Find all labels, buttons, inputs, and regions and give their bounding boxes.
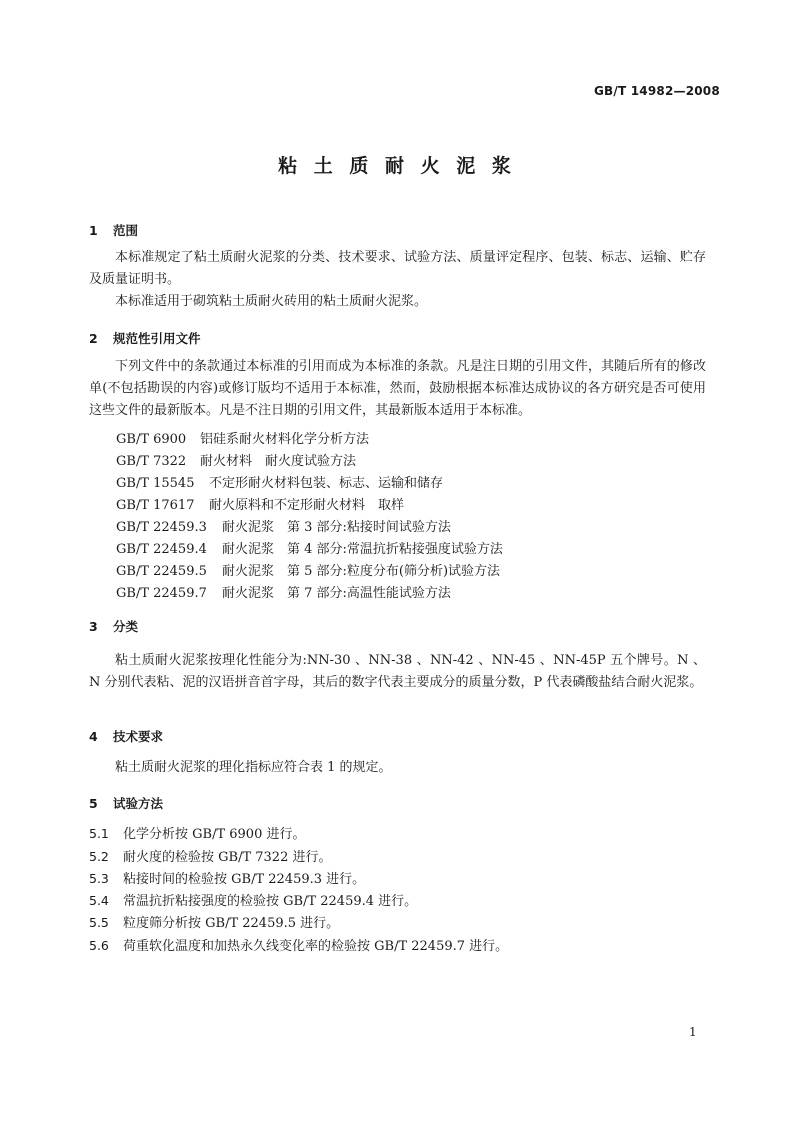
- clause-text: 化学分析按 GB/T 6900 进行。: [123, 827, 306, 842]
- section-heading-classification: [89, 617, 138, 635]
- reference-code: GB/T 22459.5: [116, 564, 207, 579]
- section-heading-scope: [89, 221, 138, 239]
- page-number: 1: [689, 1025, 697, 1039]
- test-method-item: [89, 846, 331, 865]
- reference-title: 耐火材料 耐火度试验方法: [200, 454, 357, 469]
- reference-item: [116, 472, 443, 491]
- scope-applicability-paragraph: 本标准适用于砌筑粘土质耐火砖用的粘土质耐火泥浆。: [115, 294, 428, 309]
- clause-text: 粘接时间的检验按 GB/T 22459.3 进行。: [123, 872, 366, 887]
- section-title: 范围: [113, 223, 139, 238]
- test-method-item: [89, 912, 339, 931]
- test-method-item: [89, 868, 365, 887]
- clause-number: 5.6: [89, 938, 109, 953]
- technical-requirements-paragraph: 粘土质耐火泥浆的理化指标应符合表 1 的规定。: [115, 760, 392, 775]
- reference-title: 耐火泥浆 第 3 部分:粘接时间试验方法: [222, 520, 451, 535]
- clause-number: 5.4: [89, 893, 109, 908]
- document-title: 粘 土 质 耐 火 泥 浆: [278, 155, 516, 177]
- test-method-item: [89, 935, 508, 954]
- reference-code: GB/T 17617: [116, 498, 195, 513]
- reference-item: [116, 450, 356, 469]
- section-title: 试验方法: [113, 796, 164, 811]
- section-heading-normative-references: [89, 329, 201, 347]
- reference-code: GB/T 22459.3: [116, 520, 207, 535]
- section-number: 5: [89, 796, 98, 811]
- reference-item: [116, 516, 451, 535]
- section-number: 2: [89, 331, 98, 346]
- reference-code: GB/T 6900: [116, 432, 187, 447]
- clause-number: 5.3: [89, 871, 109, 886]
- reference-code: GB/T 7322: [116, 454, 187, 469]
- reference-title: 耐火泥浆 第 5 部分:粒度分布(筛分析)试验方法: [222, 564, 501, 579]
- section-number: 4: [89, 729, 98, 744]
- reference-item: [116, 582, 451, 601]
- clause-number: 5.1: [89, 826, 109, 841]
- clause-text: 耐火度的检验按 GB/T 7322 进行。: [123, 850, 332, 865]
- scope-paragraph: 本标准规定了粘土质耐火泥浆的分类、技术要求、试验方法、质量评定程序、包装、标志、运输、贮存及质量证明书。: [89, 250, 706, 287]
- reference-code: GB/T 15545: [116, 476, 195, 491]
- test-method-item: [89, 890, 417, 909]
- section-number: 1: [89, 223, 98, 238]
- standard-number: GB/T 14982—2008: [594, 84, 720, 98]
- reference-item: [116, 538, 503, 557]
- reference-item: [116, 560, 500, 579]
- section-title: 技术要求: [113, 729, 164, 744]
- reference-title: 铝硅系耐火材料化学分析方法: [200, 432, 370, 447]
- reference-title: 耐火原料和不定形耐火材料 取样: [209, 498, 405, 513]
- classification-paragraph: 粘土质耐火泥浆按理化性能分为:NN-30 、NN-38 、NN-42 、NN-45 、NN-45P 五个牌号。N 、N 分别代表粘、泥的汉语拼音首字母，其后的数字代表主要成分的质量分数，P 代表磷酸盐结合耐火泥浆。: [89, 653, 706, 690]
- section-heading-technical-requirements: [89, 727, 163, 745]
- clause-text: 荷重软化温度和加热永久线变化率的检验按 GB/T 22459.7 进行。: [123, 939, 509, 954]
- reference-title: 耐火泥浆 第 4 部分:常温抗折粘接强度试验方法: [222, 542, 503, 557]
- reference-item: [116, 494, 404, 513]
- clause-text: 常温抗折粘接强度的检验按 GB/T 22459.4 进行。: [123, 894, 418, 909]
- clause-number: 5.5: [89, 915, 109, 930]
- section-heading-test-methods: [89, 794, 163, 812]
- section-number: 3: [89, 619, 98, 634]
- reference-title: 耐火泥浆 第 7 部分:高温性能试验方法: [222, 586, 451, 601]
- section-title: 规范性引用文件: [113, 331, 201, 346]
- reference-code: GB/T 22459.4: [116, 542, 207, 557]
- section-title: 分类: [113, 619, 139, 634]
- reference-item: [116, 428, 369, 447]
- references-intro-paragraph: 下列文件中的条款通过本标准的引用而成为本标准的条款。凡是注日期的引用文件，其随后所有的修改单(不包括勘误的内容)或修订版均不适用于本标准，然而，鼓励根据本标准达成协议的各方研究是否可使用这些文件的最新版本。凡是不注日期的引用文件，其最新版本适用于本标准。: [89, 359, 706, 418]
- clause-text: 粒度筛分析按 GB/T 22459.5 进行。: [123, 916, 340, 931]
- test-method-item: [89, 823, 305, 842]
- reference-title: 不定形耐火材料包装、标志、运输和储存: [209, 476, 444, 491]
- reference-code: GB/T 22459.7: [116, 586, 207, 601]
- clause-number: 5.2: [89, 849, 109, 864]
